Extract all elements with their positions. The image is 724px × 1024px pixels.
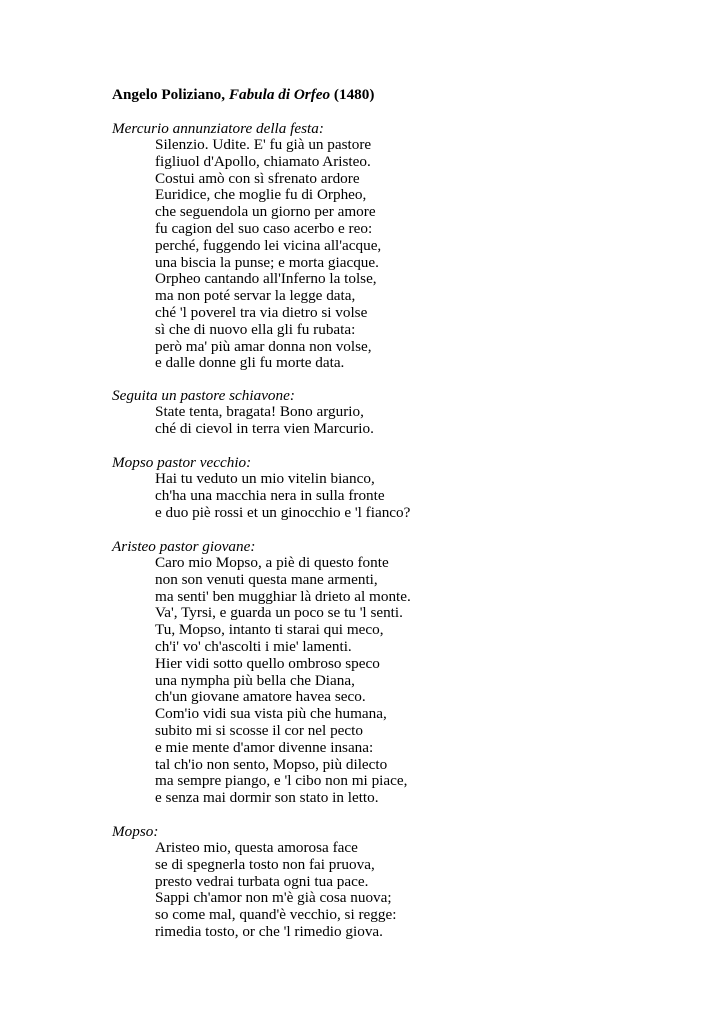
verse-line: ché 'l poverel tra via dietro si volse [155,303,368,321]
verse-line: una nympha più bella che Diana, [155,671,355,689]
title-year: (1480) [333,86,375,103]
verse-line: e duo piè rossi et un ginocchio e 'l fianco? [155,503,411,521]
verse-line: subito mi si scosse il cor nel pecto [155,721,363,739]
verse-line: Va', Tyrsi, e guarda un poco se tu 'l senti. [155,604,403,622]
verse-line: Caro mio Mopso, a piè di questo fonte [155,554,389,571]
verse-block [155,840,672,941]
verse-line: e mie mente d'amor divenne insana: [155,738,374,756]
speaker-label: Seguita un pastore schiavone: [112,387,295,404]
verse-block [155,137,672,372]
verse-line: Hier vidi sotto quello ombroso speco [155,654,380,672]
speaker-label: Mopso: [112,823,159,840]
title-work: Fabula di Orfeo [228,86,331,103]
speaker-label: Mopso pastor vecchio: [112,454,252,471]
verse-line: Orpheo cantando all'Inferno la tolse, [155,270,377,288]
speaker-label: Mercurio annunziatore della festa: [112,120,324,137]
verse-line: ma sempre piango, e 'l cibo non mi piace, [155,772,408,790]
verse-line: presto vedrai turbata ogni tua pace. [155,872,369,890]
verse-block [155,555,672,807]
verse-line: se di spegnerla tosto non fai pruova, [155,855,375,873]
verse-line: ch'un giovane amatore havea seco. [155,688,366,706]
verse-line: ma senti' ben mugghiar là drieto al monte. [155,587,411,605]
verse-line: perché, fuggendo lei vicina all'acque, [155,236,382,254]
section-mopso [112,823,672,941]
verse-line: rimedia tosto, or che 'l rimedio giova. [155,922,383,940]
section-aristeo [112,538,672,807]
verse-line: e dalle donne gli fu morte data. [155,354,345,372]
verse-line: fu cagion del suo caso acerbo e reo: [155,219,373,237]
verse-line: però ma' più amar donna non volse, [155,337,372,355]
verse-line: Tu, Mopso, intanto ti starai qui meco, [155,621,384,639]
verse-line: Hai tu veduto un mio vitelin bianco, [155,470,375,487]
verse-line: non son venuti questa mane armenti, [155,570,378,588]
section-mercurio [112,120,672,372]
section-mopso-vecchio [112,454,672,521]
speaker-label: Aristeo pastor giovane: [112,538,256,555]
verse-line: Silenzio. Udite. E' fu già un pastore [155,136,372,153]
verse-line: Com'io vidi sua vista più che humana, [155,705,387,723]
verse-line: Aristeo mio, questa amorosa face [155,839,358,856]
title-author: Angelo Poliziano, [112,86,226,103]
verse-line: ma non poté servar la legge data, [155,287,356,305]
verse-line: ch'i' vo' ch'ascolti i mie' lamenti. [155,637,352,655]
verse-block [155,471,672,521]
verse-line: Costui amò con sì sfrenato ardore [155,169,360,187]
document-title [112,86,374,103]
verse-line: Euridice, che moglie fu di Orpheo, [155,186,367,204]
verse-line: che seguendola un giorno per amore [155,203,376,221]
verse-line: sì che di nuovo ella gli fu rubata: [155,320,356,338]
verse-line: State tenta, bragata! Bono argurio, [155,403,364,420]
verse-line: so come mal, quand'è vecchio, si regge: [155,906,397,924]
verse-line: Sappi ch'amor non m'è già cosa nuova; [155,889,392,907]
verse-line: figliuol d'Apollo, chiamato Aristeo. [155,152,371,170]
verse-line: tal ch'io non sento, Mopso, più dilecto [155,755,388,773]
verse-block [155,404,672,438]
verse-line: e senza mai dormir son stato in letto. [155,789,379,807]
verse-line: ch'ha una macchia nera in sulla fronte [155,486,385,504]
section-pastore-schiavone [112,387,672,438]
verse-line: ché di cievol in terra vien Marcurio. [155,419,374,437]
verse-line: una biscia la punse; e morta giacque. [155,253,379,271]
